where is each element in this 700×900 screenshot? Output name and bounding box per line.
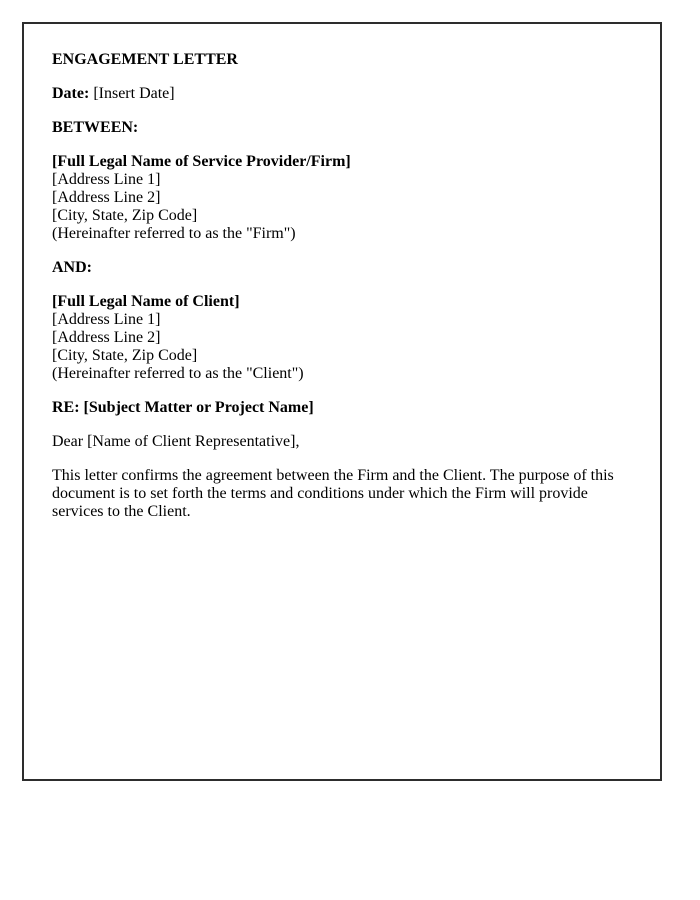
date-label: Date:	[52, 85, 90, 102]
date-value: [Insert Date]	[93, 85, 175, 102]
firm-name: [Full Legal Name of Service Provider/Firm]	[52, 153, 351, 170]
letter-page-frame	[22, 22, 662, 781]
date-line	[52, 85, 635, 103]
firm-city-state-zip: [City, State, Zip Code]	[52, 207, 198, 224]
firm-address-line-2: [Address Line 2]	[52, 189, 161, 206]
letter-title: ENGAGEMENT LETTER	[52, 51, 238, 68]
salutation: Dear [Name of Client Representative],	[52, 433, 300, 450]
between-label: BETWEEN:	[52, 119, 139, 136]
letter-content	[52, 51, 635, 521]
client-hereinafter: (Hereinafter referred to as the "Client")	[52, 365, 304, 382]
client-address-line-2: [Address Line 2]	[52, 329, 161, 346]
re-line: RE: [Subject Matter or Project Name]	[52, 399, 314, 416]
firm-block	[52, 153, 635, 243]
firm-address-line-1: [Address Line 1]	[52, 171, 161, 188]
client-name: [Full Legal Name of Client]	[52, 293, 240, 310]
client-address-line-1: [Address Line 1]	[52, 311, 161, 328]
client-city-state-zip: [City, State, Zip Code]	[52, 347, 198, 364]
client-block	[52, 293, 635, 383]
intro-paragraph: This letter confirms the agreement between the Firm and the Client. The purpose of this document is to set forth the terms and conditions under which the Firm will provide services to the Client.	[52, 467, 614, 520]
firm-hereinafter: (Hereinafter referred to as the "Firm")	[52, 225, 296, 242]
and-label: AND:	[52, 259, 92, 276]
